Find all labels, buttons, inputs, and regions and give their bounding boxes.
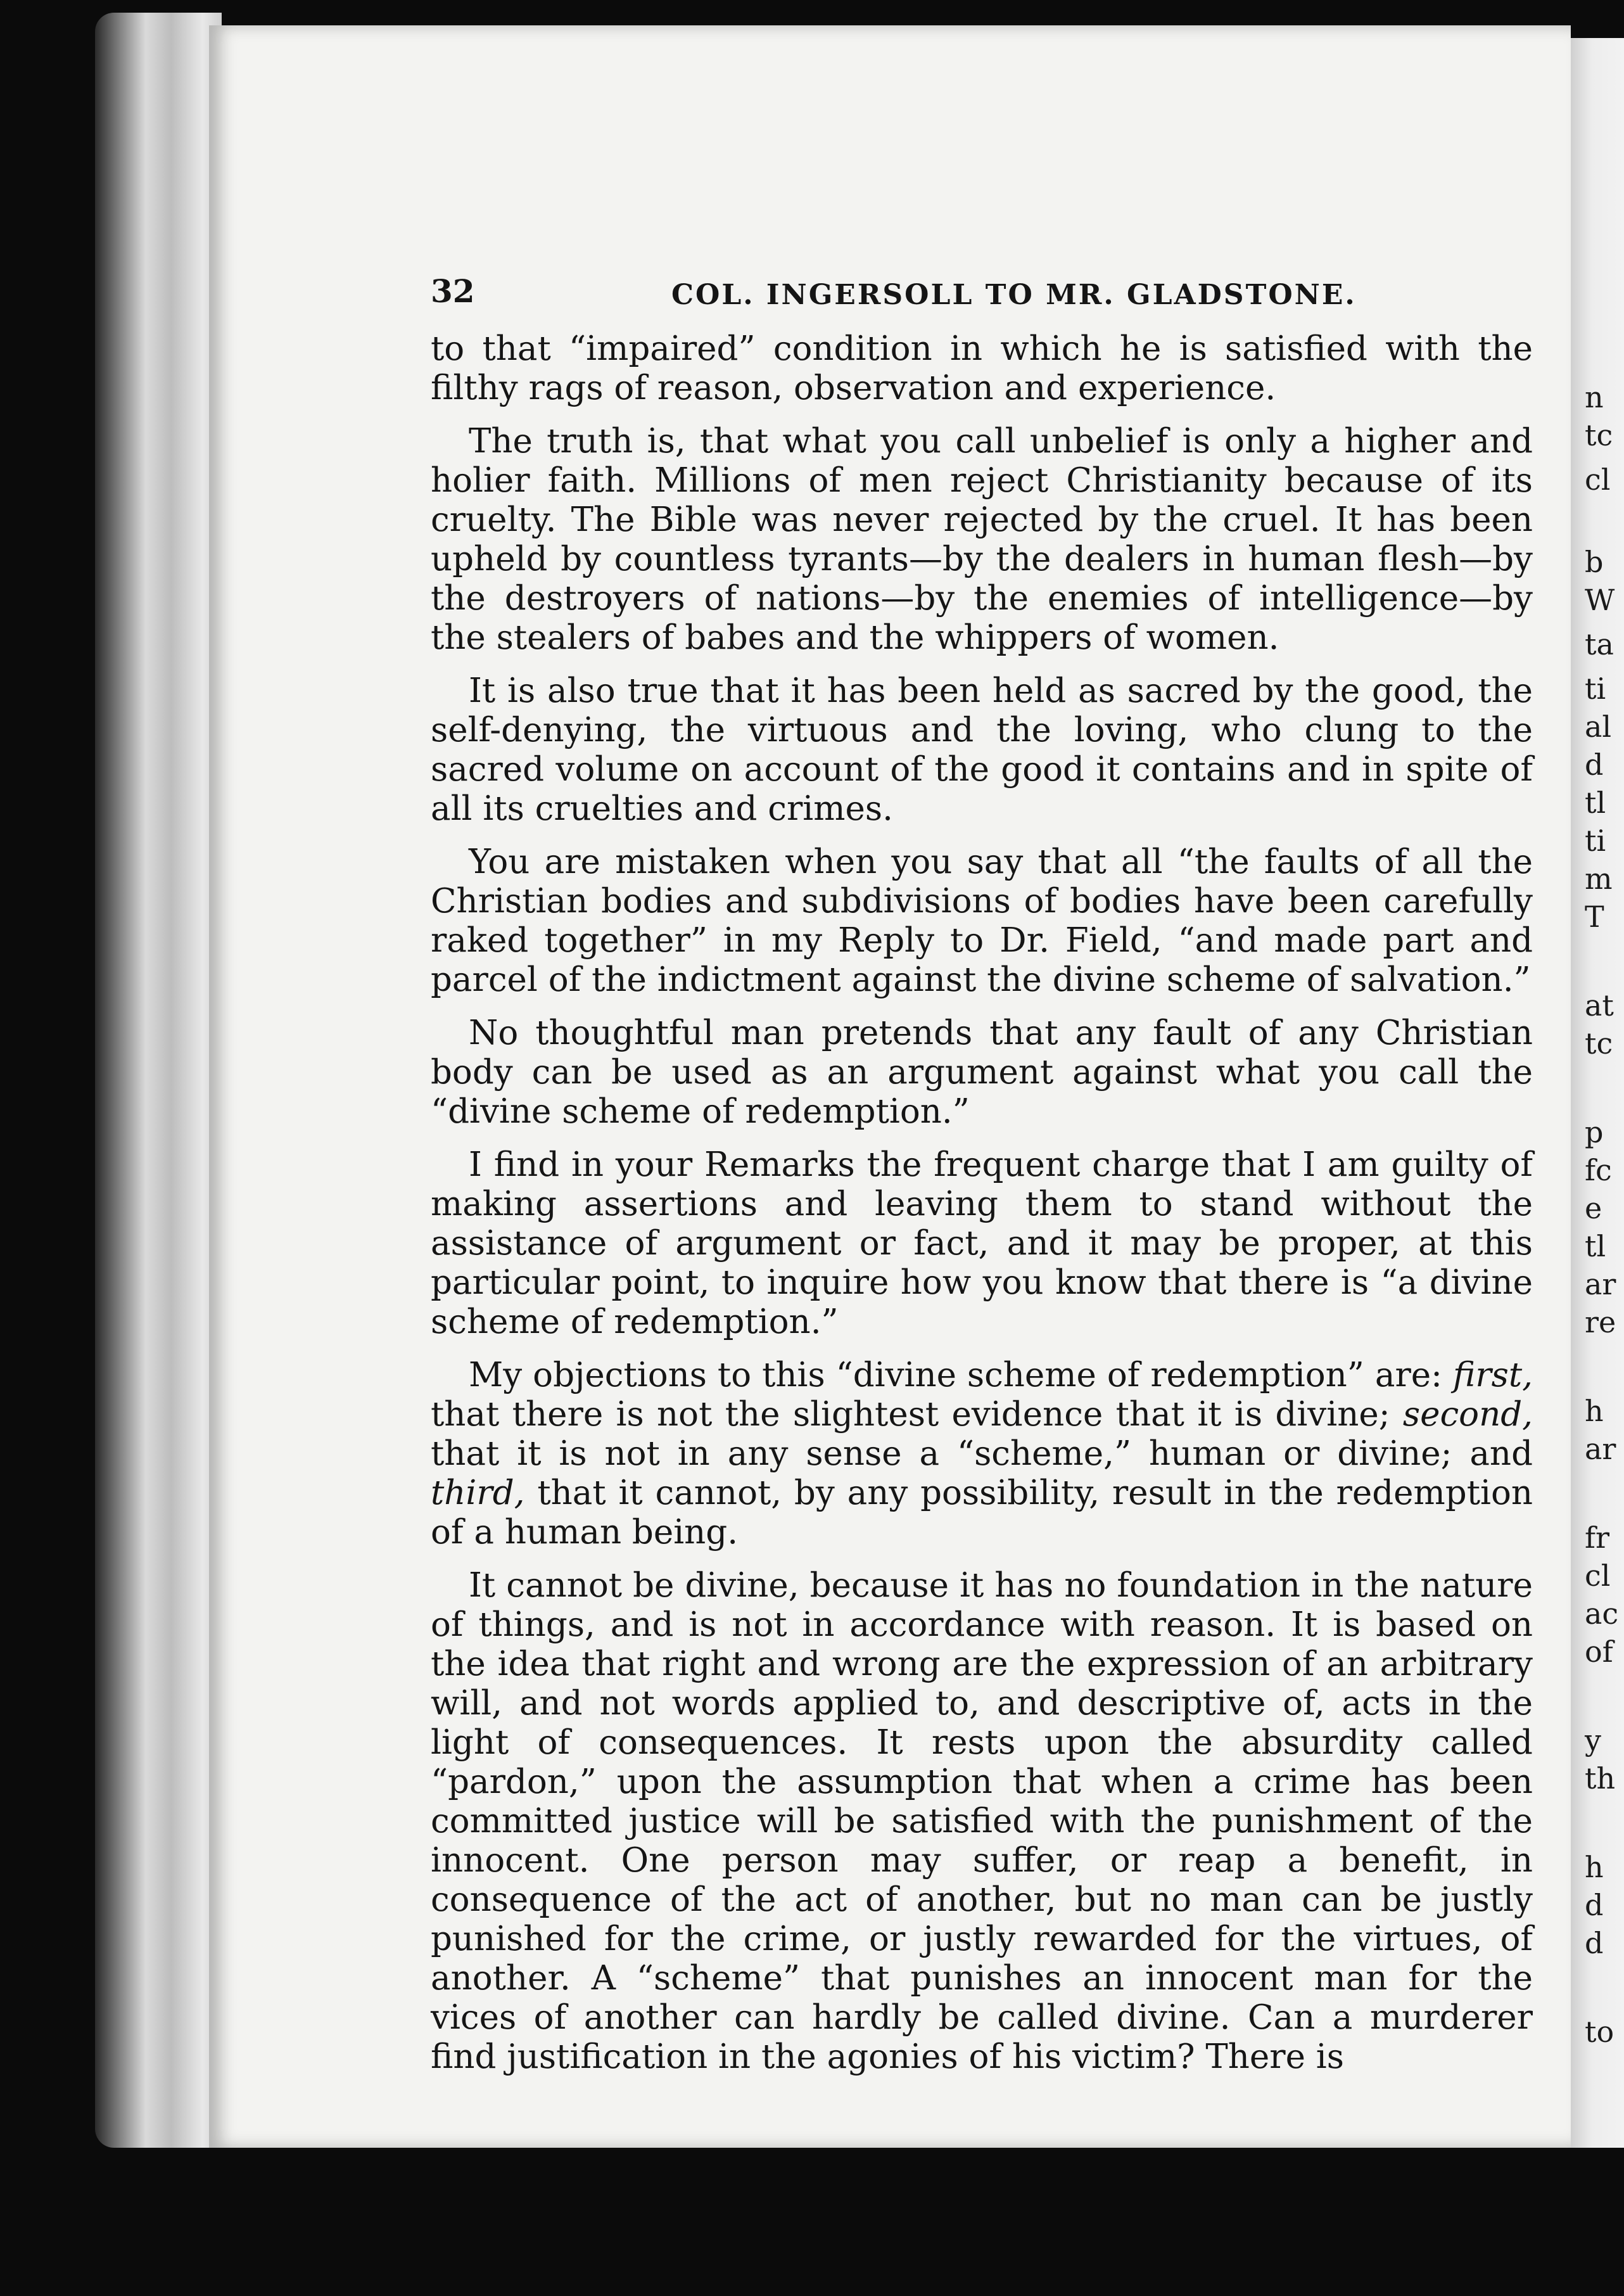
facing-page-fragment: th bbox=[1585, 1761, 1616, 1795]
facing-page-fragment: ti bbox=[1585, 824, 1606, 858]
paragraph: It is also true that it has been held as sacred by the good, the self-denying, the virtuous and the loving, who clung to the sacred volume on account of the good it contains and in spite of all its cruelties and crimes. bbox=[431, 672, 1533, 828]
facing-page-fragment: b bbox=[1585, 545, 1604, 579]
page-number: 32 bbox=[431, 272, 475, 310]
facing-page-fragment: h bbox=[1585, 1850, 1604, 1884]
facing-page-fragment: ac bbox=[1585, 1597, 1619, 1631]
facing-page-fragment: d bbox=[1585, 1888, 1604, 1922]
objection-third-label: third, bbox=[431, 1474, 525, 1512]
objections-paragraph bbox=[431, 1356, 1533, 1552]
facing-page-fragment: ti bbox=[1585, 672, 1606, 706]
facing-page-fragment: at bbox=[1585, 988, 1614, 1023]
book-spine-edge bbox=[95, 13, 222, 2148]
paragraph: I find in your Remarks the frequent charge that I am guilty of making assertions and leaving them to stand without the assistance of argument or fact, and it may be proper, at this particular point, to inquire how you know that there is “a divine scheme of redemption.” bbox=[431, 1145, 1533, 1341]
facing-page-fragment: tl bbox=[1585, 1229, 1606, 1263]
facing-page-fragment: cl bbox=[1585, 462, 1611, 497]
facing-page-fragment: of bbox=[1585, 1635, 1613, 1669]
facing-page-fragment: d bbox=[1585, 748, 1604, 782]
facing-page-fragment: m bbox=[1585, 862, 1613, 896]
objection-first-label: first, bbox=[1452, 1356, 1533, 1394]
objection-second-text: that it is not in any sense a “scheme,” human or divine; and bbox=[431, 1434, 1533, 1473]
facing-page-fragment: fr bbox=[1585, 1521, 1610, 1555]
facing-page-fragment: h bbox=[1585, 1394, 1604, 1428]
facing-page-edge bbox=[1571, 38, 1624, 2148]
facing-page-fragment: W bbox=[1585, 583, 1615, 617]
facing-page-fragment: ar bbox=[1585, 1267, 1616, 1301]
paragraph: You are mistaken when you say that all “the faults of all the Christian bodies and subdivisions of bodies have been carefully raked together” in my Reply to Dr. Field, “and made part and parcel of the indictment against the divine scheme of salvation.” bbox=[431, 843, 1533, 999]
paragraph: No thoughtful man pretends that any fault of any Christian body can be used as an argument against what you call the “divine scheme of redemption.” bbox=[431, 1014, 1533, 1131]
facing-page-fragment: tc bbox=[1585, 418, 1613, 452]
running-title: COL. INGERSOLL TO MR. GLADSTONE. bbox=[671, 279, 1357, 311]
facing-page-fragment: to bbox=[1585, 2015, 1614, 2049]
facing-page-fragment: tc bbox=[1585, 1026, 1613, 1061]
facing-page-fragment: y bbox=[1585, 1723, 1601, 1757]
paragraph: The truth is, that what you call unbelief is only a higher and holier faith. Millions of men reject Christianity because of its cruelty. The Bible was never rejected by the cruel. It has been upheld by countless tyrants—by the dealers in human flesh—by the destroyers of nations—by the enemies of intelligence—by the stealers of babes and the whippers of women. bbox=[431, 422, 1533, 657]
facing-page-fragment: e bbox=[1585, 1191, 1602, 1225]
facing-page-fragment: n bbox=[1585, 380, 1604, 414]
facing-page-fragment: ta bbox=[1585, 627, 1614, 661]
facing-page-fragment: fc bbox=[1585, 1153, 1612, 1187]
objection-third-text: that it cannot, by any possibility, result in the redemption of a human being. bbox=[431, 1474, 1533, 1552]
facing-page-fragment: ar bbox=[1585, 1432, 1616, 1466]
facing-page-fragment: tl bbox=[1585, 786, 1606, 820]
objection-first-text: that there is not the slightest evidence that it is divine; bbox=[431, 1395, 1390, 1434]
facing-page-fragment: p bbox=[1585, 1115, 1604, 1149]
facing-page-fragment: al bbox=[1585, 710, 1612, 744]
paragraph: to that “impaired” condition in which he is satisfied with the filthy rags of reason, observation and experience. bbox=[431, 329, 1533, 407]
page-text-block bbox=[431, 253, 1533, 2091]
objection-second-label: second, bbox=[1402, 1395, 1533, 1434]
running-head bbox=[431, 253, 1533, 329]
facing-page-fragment: re bbox=[1585, 1305, 1616, 1339]
facing-page-fragment: T bbox=[1585, 900, 1604, 934]
facing-page-fragment: cl bbox=[1585, 1559, 1611, 1593]
paragraph: It cannot be divine, because it has no foundation in the nature of things, and is not in accordance with reason. It is based on the idea that right and wrong are the expression of an arbitrary will, and not words applied to, and descriptive of, acts in the light of consequences. It rests upon the absurdity called “pardon,” upon the assumption that when a crime has been committed justice will be satisfied with the punishment of the innocent. One person may suffer, or reap a benefit, in consequence of the act of another, but no man can be justly punished for the crime, or justly rewarded for the virtues, of another. A “scheme” that punishes an innocent man for the vices of another can hardly be called divine. Can a murderer find justification in the agonies of his victim? There is bbox=[431, 1566, 1533, 2076]
objections-intro: My objections to this “divine scheme of redemption” are: bbox=[469, 1356, 1443, 1394]
facing-page-fragment: d bbox=[1585, 1926, 1604, 1960]
